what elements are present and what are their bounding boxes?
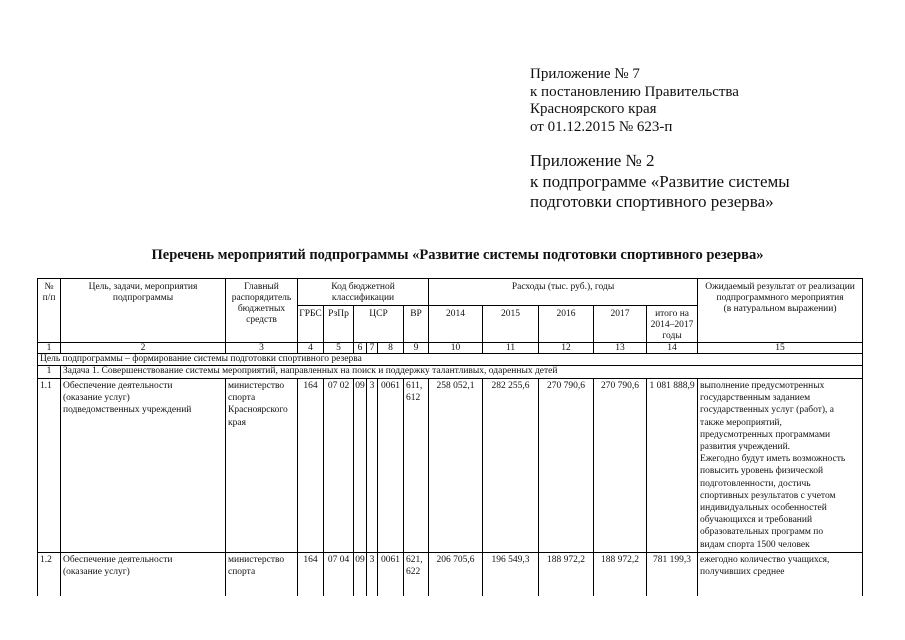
- appendix-7-date-number: от 01.12.2015 № 623-п: [530, 119, 673, 136]
- appendix-7-resolution-line: к постановлению Правительства: [530, 83, 739, 100]
- activity-row: [38, 553, 863, 596]
- header-expenses: Расходы (тыс. руб.), годы: [429, 279, 698, 306]
- table-body: [38, 279, 863, 596]
- activity-expense-2015: 196 549,3: [483, 553, 539, 596]
- header-goal-tasks-activities: Цель, задачи, мероприятия подпрограммы: [61, 279, 226, 343]
- activity-expected-result: ежегодно количество учащихся, получивших среднее: [698, 553, 863, 596]
- activity-number: 1.1: [38, 379, 61, 553]
- activity-csr-part-3: 0061: [378, 553, 404, 596]
- column-number-cell: 15: [698, 343, 863, 354]
- appendix-7-block: [530, 66, 739, 137]
- activity-grbs: 164: [298, 553, 324, 596]
- activity-expense-2015: 282 255,6: [483, 379, 539, 553]
- header-item-number: № п/п: [38, 279, 61, 343]
- activity-budget-manager: министерство спорта: [226, 553, 298, 596]
- header-expected-result: Ожидаемый результат от реализации подпрограммного мероприятия (в натуральном выражении): [698, 279, 863, 343]
- activity-rzpr: 07 02: [324, 379, 354, 553]
- header-year-2015: 2015: [483, 306, 539, 343]
- activity-csr-part-2: 3: [367, 553, 378, 596]
- activity-csr-part-3: 0061: [378, 379, 404, 553]
- activity-rzpr: 07 04: [324, 553, 354, 596]
- activity-expense-2016: 188 972,2: [539, 553, 594, 596]
- task-text-cell: Задача 1. Совершенствование системы мероприятий, направленных на поиск и поддержку талантливых, одаренных детей: [61, 366, 863, 379]
- column-number-cell: 1: [38, 343, 61, 354]
- activity-row: [38, 379, 863, 553]
- activity-name: Обеспечение деятельности (оказание услуг): [61, 553, 226, 596]
- activity-expense-2017: 270 790,6: [594, 379, 647, 553]
- column-number-cell: 4: [298, 343, 324, 354]
- appendix-7-heading: Приложение № 7: [530, 66, 640, 82]
- task-number-cell: 1: [38, 366, 61, 379]
- column-number-cell: 14: [647, 343, 698, 354]
- header-total: итого на 2014–2017 годы: [647, 306, 698, 343]
- activity-csr-part-1: 09: [354, 553, 367, 596]
- goal-row: [38, 354, 863, 366]
- header-year-2016: 2016: [539, 306, 594, 343]
- column-number-cell: 3: [226, 343, 298, 354]
- header-row-top: [38, 279, 863, 306]
- column-number-cell: 7: [367, 343, 378, 354]
- activity-expense-2016: 270 790,6: [539, 379, 594, 553]
- activity-name: Обеспечение деятельности (оказание услуг) подведомственных учреждений: [61, 379, 226, 553]
- document-title: Перечень мероприятий подпрограммы «Развитие системы подготовки спортивного резерва»: [151, 247, 764, 263]
- activity-vr: 621, 622: [404, 553, 429, 596]
- appendix-2-subprogram-line: к подпрограмме «Развитие системы: [530, 171, 790, 191]
- activity-expense-2017: 188 972,2: [594, 553, 647, 596]
- column-number-cell: 13: [594, 343, 647, 354]
- activities-table: [37, 278, 863, 596]
- appendix-2-subprogram-line: подготовки спортивного резерва»: [530, 192, 774, 211]
- column-number-cell: 11: [483, 343, 539, 354]
- activity-expense-total: 1 081 888,9: [647, 379, 698, 553]
- header-rzpr: РзПр: [324, 306, 354, 343]
- goal-cell: Цель подпрограммы – формирование системы подготовки спортивного резерва: [38, 354, 863, 366]
- appendix-2-heading: Приложение № 2: [530, 151, 655, 170]
- activity-budget-manager: министерство спорта Красноярского края: [226, 379, 298, 553]
- column-number-cell: 2: [61, 343, 226, 354]
- activity-expected-result: выполнение предусмотренных государственным заданием государственных услуг (работ), а также мероприятий, предусмотренных программами развития учреждений. Ежегодно будут иметь возможность повысить уровень физической подготовленности, достичь спортивных результатов с учетом индивидуальных особенностей обучающихся и требований образовательных программ по видам спорта 1500 человек: [698, 379, 863, 553]
- header-year-2017: 2017: [594, 306, 647, 343]
- appendix-7-region-line: Красноярского края: [530, 101, 657, 118]
- column-number-cell: 9: [404, 343, 429, 354]
- column-number-cell: 10: [429, 343, 483, 354]
- column-number-cell: 5: [324, 343, 354, 354]
- header-budget-manager: Главный распорядитель бюджетных средств: [226, 279, 298, 343]
- column-numbers-row: [38, 343, 863, 354]
- task-row: [38, 366, 863, 379]
- header-csr: ЦСР: [354, 306, 404, 343]
- header-vr: ВР: [404, 306, 429, 343]
- header-grbs: ГРБС: [298, 306, 324, 343]
- activity-grbs: 164: [298, 379, 324, 553]
- column-number-cell: 12: [539, 343, 594, 354]
- activity-expense-2014: 206 705,6: [429, 553, 483, 596]
- activity-expense-2014: 258 052,1: [429, 379, 483, 553]
- activity-vr: 611, 612: [404, 379, 429, 553]
- activity-expense-total: 781 199,3: [647, 553, 698, 596]
- header-budget-classification-code: Код бюджетной классификации: [298, 279, 429, 306]
- column-number-cell: 8: [378, 343, 404, 354]
- appendix-2-block: [530, 151, 790, 213]
- activity-csr-part-1: 09: [354, 379, 367, 553]
- activity-number: 1.2: [38, 553, 61, 596]
- activity-csr-part-2: 3: [367, 379, 378, 553]
- header-year-2014: 2014: [429, 306, 483, 343]
- column-number-cell: 6: [354, 343, 367, 354]
